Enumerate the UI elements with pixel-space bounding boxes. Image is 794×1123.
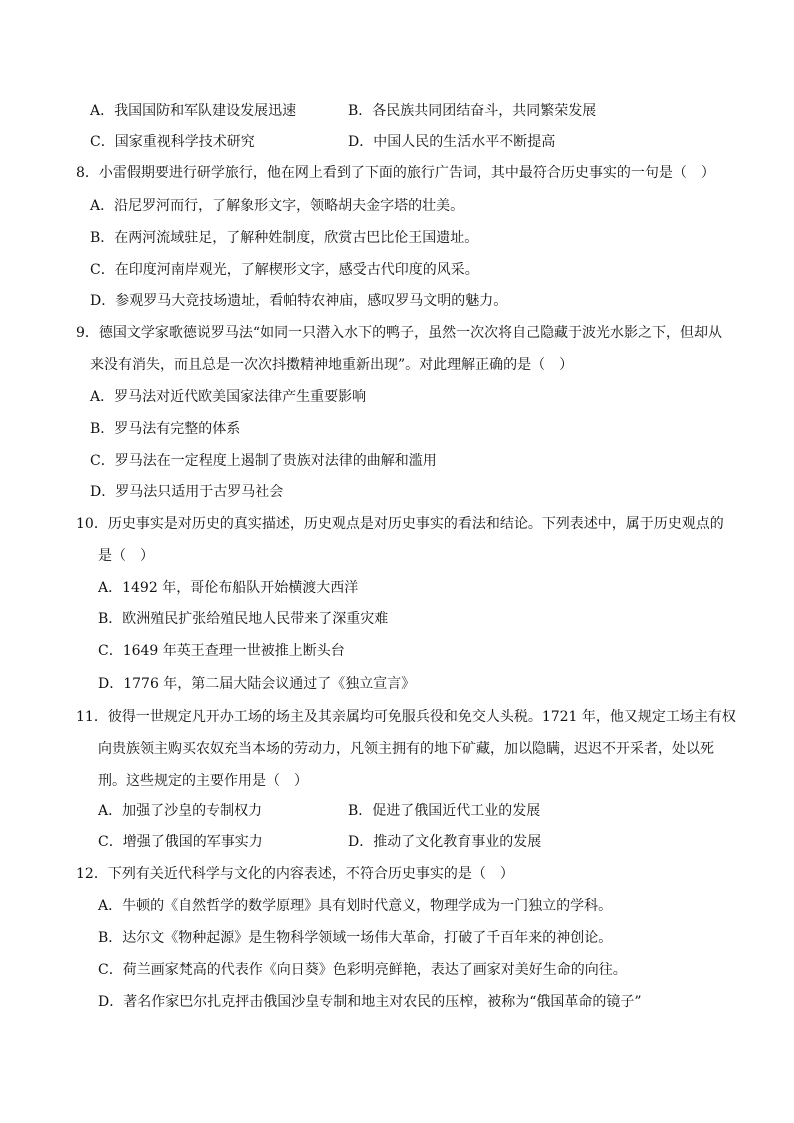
- q7-option-c: C．国家重视科学技术研究: [90, 134, 255, 150]
- q8-stem: 8．小雷假期要进行研学旅行，他在网上看到了下面的旅行广告词，其中最符合历史事实的一句是（ ）: [76, 165, 715, 181]
- q8-option-d: D．参观罗马大竞技场遗址，看帕特农神庙，感叹罗马文明的魅力。: [90, 293, 508, 309]
- q8-option-c: C．在印度河南岸观光，了解楔形文字，感受古代印度的风采。: [90, 262, 479, 278]
- q7-option-b: B．各民族共同团结奋斗，共同繁荣发展: [348, 103, 597, 119]
- q8-option-b: B．在两河流域驻足，了解种姓制度，欣赏古巴比伦王国遗址。: [90, 230, 479, 246]
- q9-option-c: C．罗马法在一定程度上遏制了贵族对法律的曲解和滥用: [90, 453, 437, 469]
- q12-option-a: A．牛顿的《自然哲学的数学原理》具有划时代意义，物理学成为一门独立的学科。: [98, 898, 613, 914]
- q11-option-c: C．增强了俄国的军事实力: [98, 834, 263, 850]
- q12-option-b: B．达尔文《物种起源》是生物科学领域一场伟大革命，打破了千百年来的神创论。: [98, 930, 613, 946]
- q12-option-c: C．荷兰画家梵高的代表作《向日葵》色彩明亮鲜艳，表达了画家对美好生命的向往。: [98, 962, 627, 978]
- q11-option-b: B．促进了俄国近代工业的发展: [348, 803, 541, 819]
- q11-stem-line-2: 向贵族领主购买农奴充当本场的劳动力，凡领主拥有的地下矿藏，加以隐瞒，迟迟不开采者，处以死: [98, 741, 714, 757]
- q9-option-b: B．罗马法有完整的体系: [90, 421, 241, 437]
- q8-option-a: A．沿尼罗河而行，了解象形文字，领略胡夫金字塔的壮美。: [90, 198, 465, 214]
- q11-stem-line-1: 11．彼得一世规定凡开办工场的场主及其亲属均可免服兵役和免交人头税。1721 年，他又规定工场主有权: [76, 709, 736, 725]
- q10-stem-line-2: 是（ ）: [98, 548, 154, 564]
- q9-option-a: A．罗马法对近代欧美国家法律产生重要影响: [90, 389, 367, 405]
- q9-stem-line-2: 来没有消失，而且总是一次次抖擞精神地重新出现”。对此理解正确的是（ ）: [90, 357, 574, 373]
- q12-option-d: D．著名作家巴尔扎克抨击俄国沙皇专制和地主对农民的压榨，被称为“俄国革命的镜子”: [98, 994, 642, 1010]
- q10-stem-line-1: 10．历史事实是对历史的真实描述，历史观点是对历史事实的看法和结论。下列表述中，属于历史观点的: [76, 516, 724, 532]
- q10-option-a: A．1492 年，哥伦布船队开始横渡大西洋: [98, 580, 359, 596]
- q11-stem-line-3: 刑。这些规定的主要作用是（ ）: [98, 773, 308, 789]
- q10-option-d: D．1776 年，第二届大陆会议通过了《独立宣言》: [98, 676, 416, 692]
- q9-option-d: D．罗马法只适用于古罗马社会: [90, 484, 284, 500]
- q7-option-d: D．中国人民的生活水平不断提高: [348, 134, 556, 150]
- q11-option-d: D．推动了文化教育事业的发展: [348, 834, 542, 850]
- q11-option-a: A．加强了沙皇的专制权力: [98, 803, 263, 819]
- q9-stem-line-1: 9．德国文学家歌德说罗马法“如同一只潜入水下的鸭子，虽然一次次将自己隐藏于波光水影之下，但却从: [76, 325, 723, 341]
- q7-option-a: A．我国国防和军队建设发展迅速: [90, 103, 297, 119]
- q12-stem: 12．下列有关近代科学与文化的内容表述，不符合历史事实的是（ ）: [76, 866, 514, 882]
- q10-option-c: C．1649 年英王查理一世被推上断头台: [98, 643, 345, 659]
- q10-option-b: B．欧洲殖民扩张给殖民地人民带来了深重灾难: [98, 611, 389, 627]
